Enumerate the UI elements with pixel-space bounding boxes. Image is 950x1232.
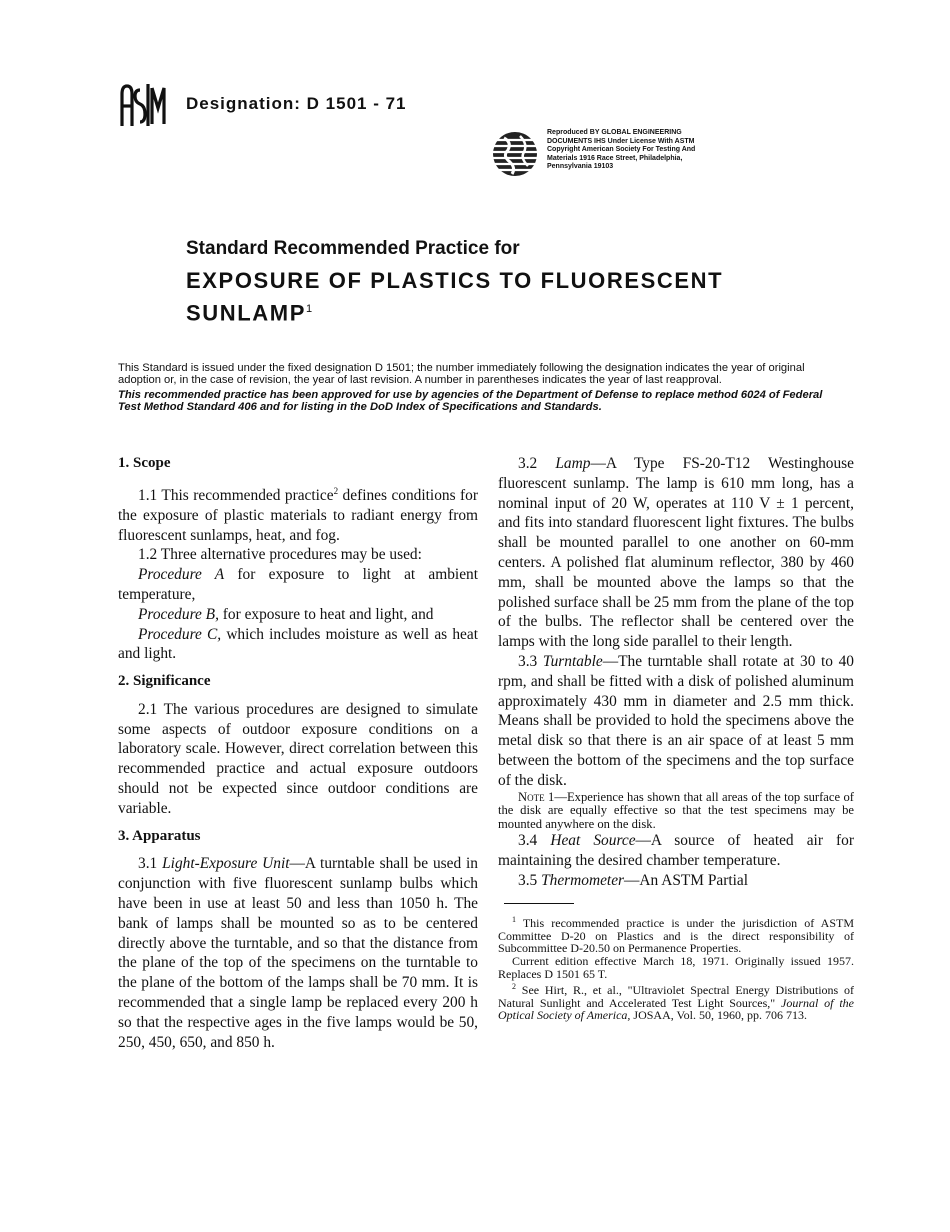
procedure-a: Procedure A for exposure to light at ambient temperature, [118, 566, 478, 603]
title-footnote-mark: 1 [305, 303, 314, 315]
paragraph-1-2: 1.2 Three alternative procedures may be used: [138, 546, 422, 564]
astm-logo [118, 80, 178, 130]
footnote-1: $^1$ This recommended practice is under the jurisdiction of ASTM Committee D-20 on Plastics and is the direct responsibility of Subcommittee D-20.50 on Permanence Properties. [498, 914, 854, 956]
reproduction-line: Reproduced BY GLOBAL ENGINEERING [547, 129, 682, 136]
footnote-1-edition: Current edition effective March 18, 1971. Originally issued 1957. Replaces D 1501 65 T. [498, 954, 854, 981]
global-engineering-globe-icon [486, 128, 544, 180]
dod-approval-note: This recommended practice has been approved for use by agencies of the Department of Defense to replace method 6024 of Federal Test Method Standard 406 and for listing in the DoD Index of Specifications and Standards. [118, 388, 823, 414]
paragraph-1-1: 1.1 This recommended practice$^2$ defines conditions for the exposure of plastic materials to radiant energy from fluorescent sunlamps, heat, and fog. [118, 485, 478, 544]
section-heading-apparatus: 3. Apparatus [118, 827, 201, 844]
right-column [498, 454, 854, 1022]
reproduction-notice [547, 129, 707, 172]
paragraph-3-1: 3.1 Light-Exposure Unit—A turntable shall be used in conjunction with five fluorescent sunlamp bulbs which have been in use at least 50 and less than 1050 h. The bank of lamps shall be mounted so as to be centered directly above the turntable, and so that the distance from the plane of the top of the specimens on the turntable to the plane of the bottom of the lamps shall be 70 mm. It is recommended that a single lamp be replaced every 200 h so that the respective ages in the five lamps would be 50, 250, 450, 650, and 850 h. [118, 855, 478, 1051]
reproduction-line: DOCUMENTS IHS Under License With ASTM [547, 137, 695, 145]
note-1: Note 1—Experience has shown that all areas of the top surface of the disk are equally effective so that the test specimens may be mounted anywhere on the disk. [498, 789, 854, 831]
designation: Designation: D 1501 - 71 [186, 94, 407, 113]
paragraph-3-2: 3.2 Lamp—A Type FS-20-T12 Westinghouse fluorescent sunlamp. The lamp is 610 mm long, has a nominal input of 20 W, operates at 110 V ± 1 percent, and fits into standard fluorescent light fixtures. The bulbs shall be mounted parallel to one another on 60-mm centers. A polished flat aluminum reflector, 380 by 460 mm, shall be mounted above the lamps so that the polished surface shall be 25 mm from the plane of the top of the bulbs. The reflector shall be centered over the lamps with the long side parallel to their length. [498, 455, 854, 651]
footnote-2: $^2$ See Hirt, R., et al., "Ultraviolet Spectral Energy Distributions of Natural Sunlight and Accelerated Test Light Sources," Journal of the Optical Society of America, JOSAA, Vol. 50, 1960, pp. 706 713. [498, 981, 855, 1023]
procedure-c: Procedure C, which includes moisture as well as heat and light. [118, 625, 478, 663]
paragraph-2-1: 2.1 The various procedures are designed to simulate some aspects of outdoor exposure conditions on a laboratory scale. However, direct correlation between this recommended practice and actual exposure outdoors should not be expected since outdoor conditions are variable. [118, 700, 478, 817]
page-title-text: EXPOSURE OF PLASTICS TO FLUORESCENT SUNLAMP [186, 268, 724, 326]
paragraph-3-3: 3.3 Turntable—The turntable shall rotate at 30 to 40 rpm, and shall be fitted with a disk of polished aluminum approximately 430 mm in diameter and 2.5 mm thick. Means shall be provided to hold the specimens above the metal disk so that there is an air space of at least 5 mm between the bottom of the specimens and the top surface of the disk. [498, 652, 854, 789]
reproduction-line: Materials 1916 Race Street, Philadelphia, [547, 154, 683, 162]
reproduction-line: Copyright American Society For Testing And [547, 146, 696, 154]
section-heading-scope: 1. Scope [118, 455, 171, 471]
paragraph-3-5: 3.5 Thermometer—An ASTM Partial [518, 871, 749, 889]
footnote-ref-2: 2 [333, 485, 339, 496]
reproduction-line: Pennsylvania 19103 [547, 163, 614, 171]
logo-label: ASTM [118, 80, 121, 81]
paragraph-3-4: 3.4 Heat Source—A source of heated air for maintaining the desired chamber temperature. [498, 832, 854, 870]
footnote-divider [504, 903, 574, 904]
left-column [118, 454, 478, 1052]
standard-notice [118, 362, 840, 414]
page-title [186, 266, 826, 327]
standard-issue-note: This Standard is issued under the fixed designation D 1501; the number immediately following the designation indicates the year of original adoption or, in the case of revision, the year of last revision. A number in parentheses indicates the year of last reapproval. [118, 362, 805, 387]
title-subheading: Standard Recommended Practice for [186, 238, 520, 259]
section-heading-significance: 2. Significance [118, 673, 211, 690]
procedure-b: Procedure B, for exposure to heat and light, and [138, 605, 434, 623]
